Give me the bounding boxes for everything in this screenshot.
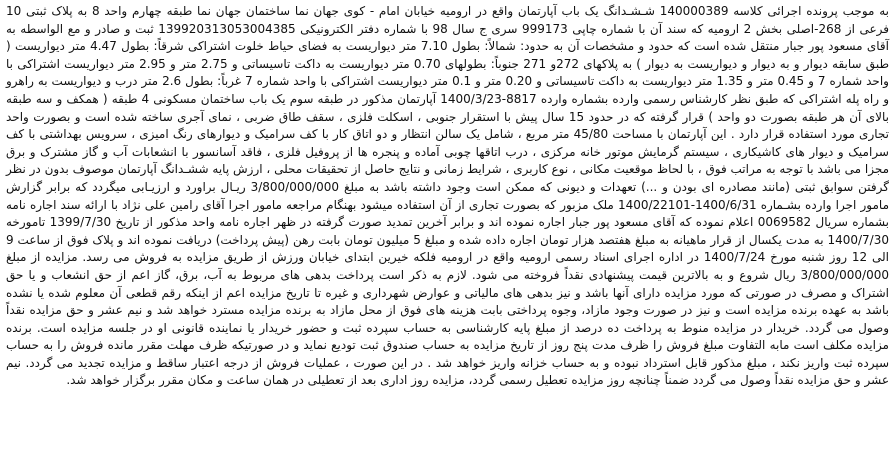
notice-body-text: به موجب پرونده اجرائی کلاسه 140000389 شـشـدانگ یک باب آپارتمان واقع در ارومیه خیابان امام - کوی جهان نما ساختمان جهان نما طبقه چهارم واحد 8 به پلاک ثبتی 10 فرعی از 268-اصلی بخش 2 ارومیه که سند آن با شماره چاپی 999173 سری ج سال 98 با شماره دفتر الکترونیکی 139920313053004385 ثبت و صادر و مع الواسطه به آقای مسعود پور جبار منتقل شده است که حدود و مشخصات آن به حدود: شمالاً: بطول 7.10 متر دیواریست به فضای حیاط خلوت اشتراکی شرقاً: بطول 4.47 متر دیواریست ( طبق سابقه دیوار و به دیوار و دیواریست به دیوار ) به پلاکهای 272و 271 جنوباً: بطولهای 0.70 متر دیواریست به داکت تاسیساتی و 2.75 متر و 2.95 متر دیواریست اشتراکی با واحد شماره 7 و 0.45 متر و 1.35 متر دیواریست به داکت تاسیساتی و 0.20 متر و 0.1 متر دیواریست اشتراکی با واحد شماره 7 غرباً: بطول 2.6 متر درب و دیواریست به راهرو و راه پله اشتراکی که طبق نظر کارشناس رسمی وارده بشماره وارده 8817-1400/3/23 آپارتمان مذکور در طبقه سوم یک باب ساختمان مسکونی 4 طبقه ( همکف و سه طبقه بالای آن هر طبقه بصورت دو واحد ) قرار گرفته که در حدود 15 سال پیش با استقرار جنوبی ، اسکلت فلزی ، سقف طاق ضربی ، نمای آجری ساخته شده است و بصورت واحد تجاری مورد استفاده قرار دارد . این آپارتمان با مساحت 45/80 متر مربع ، شامل یک سالن انتظار و دو اتاق کار با کف سرامیک و دیوارهای رنگ امیزی ، سرویس بهداشتی با کف سرامیک و دیوار های کاشیکاری ، سیستم گرمایش موتور خانه مرکزی ، درب اتاقها چوبی آماده و پنجره ها از پروفیل فلزی ، فاقد آسانسور با انشعابات آب و گاز مشترک و برق مجزا می باشد با توجه به مراتب فوق ، با لحاظ موقعیت مکانی ، نوع کاربری ، شرایط زمانی و نتایج حاصل از تحقیقات محلی ، ارزش پایه ششـدانگ آپارتمان موصوف بدون در نظر گرفتن سوابق ثبتی (مانند مصادره ای بودن و ...) تعهدات و دیونی که ممکن است وجود داشته باشد به مبلغ 3/800/000/000 ریـال براورد و ارزیـابی میگردد که برابر گزارش مامور اجرا وارده بشـماره 1400/6/31-1400/22101 ملک مزبور که بصورت تجاری از آن استفاده میشود بهنگام مراجعه مامور اجرا آقای رامین علی نژاد با ارائه سند اجاره نامه بشماره سریال 0069582 اعلام نموده که آقای مسعود پور جبار اجاره نموده اند و برابر آخرین تمدید صورت گرفته در ظهر اجاره نامه واحد مذکور از تاریخ 1399/7/30 تامورخه 1400/7/30 به مدت یکسال از قرار ماهیانه به مبلغ هفتصد هزار تومان اجاره داده شده و مبلغ 5 میلیون تومان بابت رهن (پیش پرداخت) دریافت نموده اند و پلاک فوق از ساعت 9 الی 12 روز شنبه مورخ 1400/7/24 در اداره اجرای اسناد رسمی ارومیه واقع در ارومیه فلکه خیرین ابتدای خیابان ورزش از طریق مزایده به فروش می رسد. مزایده از مبلغ 3/800/000/000 ریال شروع و به بالاترین قیمت پیشنهادی نقداً فروخته می شود. لازم به ذکر است پرداخت بدهی های مربوط به آب، برق، گاز اعم از حق انشعاب و یا حق اشتراک و مصرف در صورتی که مورد مزایده دارای آنها باشد و نیز بدهی های مالیاتی و عوارض شهرداری و غیره تا تاریخ مزایده اعم از اینکه رقم قطعی آن معلوم شده یا نشده باشد به عهده برنده مزایده است و نیز در صورت وجود مازاد، وجوه پرداختی بابت هزینه های فوق از محل مازاد به برنده مزایده مسترد خواهد شد و نیم عشر و حق مزایده نقداً وصول می گردد. خریدار در مزایده منوط به پرداخت ده درصد از مبلغ پایه کارشناسی به حساب سپرده ثبت و حضور خریدار یا نماینده قانونی او در جلسه مزایده است. برنده مزایده مکلف است مابه التفاوت مبلغ فروش را ظرف مدت پنج روز از تاریخ مزایده به حساب صندوق ثبت تودیع نماید و در صورتیکه ظرف مهلت مقرر مانده فروش را به حساب سپرده ثبت واریز نکند ، مبلغ مذکور قابل استرداد نبوده و به حساب خزانه واریز خواهد شد . در این صورت ، عملیات فروش از درجه اعتبار ساقط و مزایده تجدید می گردد. نیم عشر و حق مزایده نقداً وصول می گردد ضمناً چنانچه روز مزایده تعطیل رسمی گردد، مزایده روز اداری بعد از تعطیلی در همان ساعت و مکان مقرر برگزار خواهد شد.	[6, 4, 890, 388]
